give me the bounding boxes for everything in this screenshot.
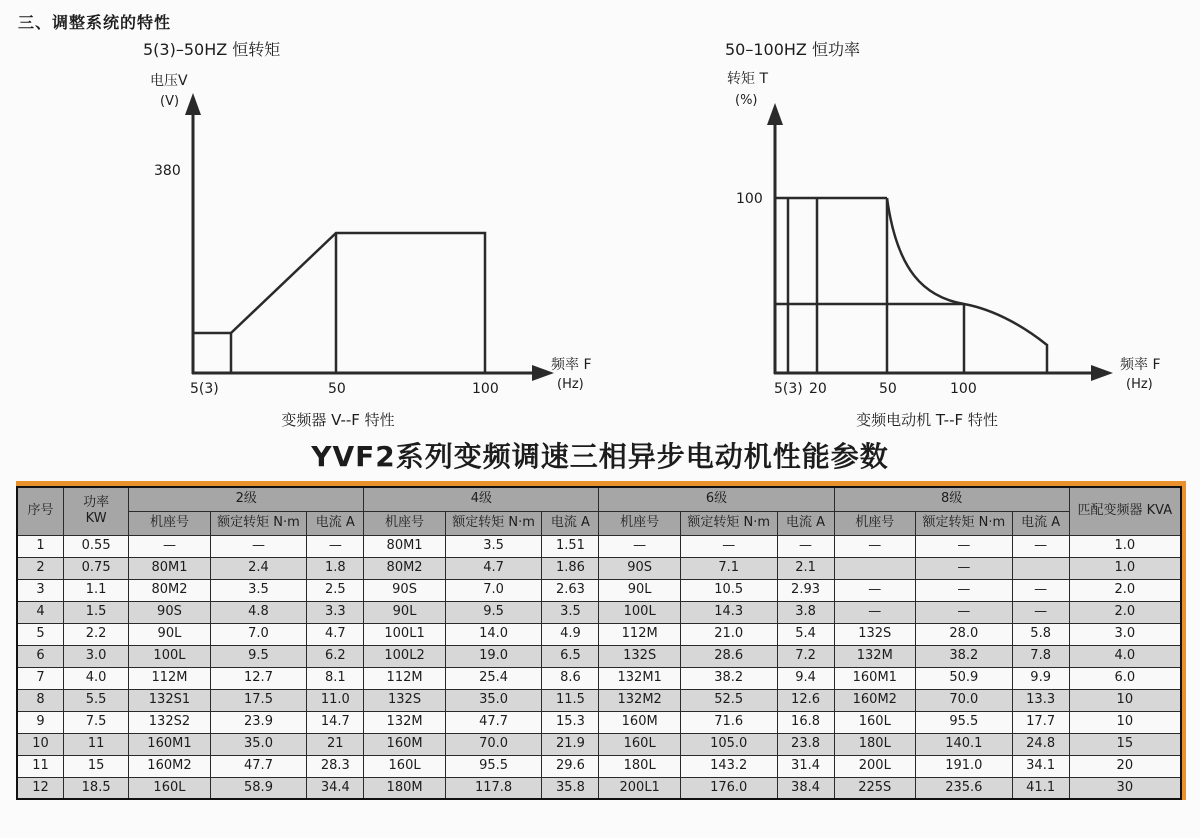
table-cell: 29.6 <box>542 755 599 777</box>
table-cell: 100L1 <box>364 623 445 645</box>
tf-x-tick-100: 100 <box>950 381 977 397</box>
table-cell: 132S2 <box>129 711 210 733</box>
table-row <box>17 733 1181 755</box>
table-cell: 160L <box>834 711 915 733</box>
table-cell: 90L <box>129 623 210 645</box>
table-cell: 2.2 <box>64 623 129 645</box>
table-cell: 0.55 <box>64 535 129 557</box>
table-cell: 17.5 <box>210 689 307 711</box>
table-cell: 12 <box>17 777 64 799</box>
table-cell: 112M <box>129 667 210 689</box>
tf-y-axis-unit: (%) <box>735 93 758 108</box>
chart-vf <box>108 33 600 429</box>
table-row <box>17 777 1181 799</box>
table-cell: 200L <box>834 755 915 777</box>
table-cell: 47.7 <box>445 711 542 733</box>
table-cell: 4.0 <box>64 667 129 689</box>
header-frame: 机座号 <box>129 511 210 535</box>
table-cell: 160M <box>599 711 680 733</box>
table-cell: 35.8 <box>542 777 599 799</box>
table-row <box>17 535 1181 557</box>
spec-table-wrap <box>16 481 1186 800</box>
table-cell: 41.1 <box>1012 777 1069 799</box>
table-cell: — <box>834 601 915 623</box>
table-cell: 90S <box>364 579 445 601</box>
header-frame: 机座号 <box>364 511 445 535</box>
vf-x-tick-100: 100 <box>472 381 499 397</box>
tf-x-axis-unit: (Hz) <box>1126 377 1153 392</box>
table-cell: 117.8 <box>445 777 542 799</box>
table-cell: 3.5 <box>542 601 599 623</box>
table-cell: 160M1 <box>129 733 210 755</box>
table-cell: 160L <box>364 755 445 777</box>
table-cell: 132M <box>834 645 915 667</box>
table-cell: 112M <box>599 623 680 645</box>
vf-y-axis-arrow-icon <box>185 93 201 115</box>
table-cell: 2 <box>17 557 64 579</box>
table-cell: 12.7 <box>210 667 307 689</box>
header-group-2pole: 2级 <box>129 487 364 511</box>
tf-chart-heading: 50–100HZ 恒功率 <box>725 40 860 59</box>
table-cell: 225S <box>834 777 915 799</box>
table-cell: 180L <box>599 755 680 777</box>
table-cell: 2.1 <box>777 557 834 579</box>
table-cell: 160M <box>364 733 445 755</box>
vf-x-axis-label: 频率 F <box>551 357 592 373</box>
table-row <box>17 667 1181 689</box>
table-cell: 1.1 <box>64 579 129 601</box>
table-cell: — <box>1012 579 1069 601</box>
table-cell: 160L <box>129 777 210 799</box>
table-cell: 7.1 <box>680 557 777 579</box>
table-cell: 80M2 <box>364 557 445 579</box>
table-cell: 9.5 <box>445 601 542 623</box>
table-row <box>17 711 1181 733</box>
table-title: YVF2系列变频调速三相异步电动机性能参数 <box>311 440 889 473</box>
table-row <box>17 645 1181 667</box>
table-cell: 132S <box>834 623 915 645</box>
table-cell: 143.2 <box>680 755 777 777</box>
tf-y-axis-arrow-icon <box>767 103 783 125</box>
header-current: 电流 A <box>777 511 834 535</box>
table-cell: 10 <box>1069 711 1181 733</box>
table-cell: 10 <box>17 733 64 755</box>
vf-caption: 变频器 V--F 特性 <box>281 411 395 429</box>
table-cell: — <box>599 535 680 557</box>
table-cell: 1.8 <box>307 557 364 579</box>
table-cell: 132M2 <box>599 689 680 711</box>
header-frame: 机座号 <box>834 511 915 535</box>
table-cell: 95.5 <box>445 755 542 777</box>
table-cell: 7.2 <box>777 645 834 667</box>
table-cell <box>1012 557 1069 579</box>
table-cell: — <box>777 535 834 557</box>
table-cell: 100L <box>599 601 680 623</box>
table-cell: 58.9 <box>210 777 307 799</box>
table-cell: 31.4 <box>777 755 834 777</box>
vf-x-tick-5: 5(3) <box>190 381 219 397</box>
table-cell: 160M2 <box>129 755 210 777</box>
spec-table <box>16 486 1182 800</box>
header-current: 电流 A <box>1012 511 1069 535</box>
table-cell: 50.9 <box>916 667 1013 689</box>
table-cell: 90S <box>599 557 680 579</box>
table-cell: 14.7 <box>307 711 364 733</box>
table-cell: 10 <box>1069 689 1181 711</box>
table-cell: 2.93 <box>777 579 834 601</box>
table-cell: 10.5 <box>680 579 777 601</box>
table-cell: 18.5 <box>64 777 129 799</box>
table-cell: 180M <box>364 777 445 799</box>
table-cell: 100L2 <box>364 645 445 667</box>
header-group-8pole: 8级 <box>834 487 1069 511</box>
table-cell: 95.5 <box>916 711 1013 733</box>
table-cell: 100L <box>129 645 210 667</box>
table-cell: 1.0 <box>1069 557 1181 579</box>
table-cell: 30 <box>1069 777 1181 799</box>
vf-y-axis-unit: (V) <box>160 94 180 109</box>
table-cell: 14.3 <box>680 601 777 623</box>
table-cell: — <box>916 557 1013 579</box>
table-cell: — <box>680 535 777 557</box>
table-cell: 4.7 <box>445 557 542 579</box>
table-cell: 4.9 <box>542 623 599 645</box>
table-cell: 5.8 <box>1012 623 1069 645</box>
table-cell: 28.3 <box>307 755 364 777</box>
table-cell: 160M1 <box>834 667 915 689</box>
table-cell: 80M1 <box>364 535 445 557</box>
table-cell: 132S <box>599 645 680 667</box>
table-cell: 70.0 <box>916 689 1013 711</box>
table-cell: 13.3 <box>1012 689 1069 711</box>
tf-x-axis-label: 频率 F <box>1120 357 1161 373</box>
table-cell: 34.4 <box>307 777 364 799</box>
table-cell <box>834 557 915 579</box>
table-cell: 17.7 <box>1012 711 1069 733</box>
vf-diagram <box>108 33 600 429</box>
table-cell: 19.0 <box>445 645 542 667</box>
table-cell: 21.9 <box>542 733 599 755</box>
table-cell: 6 <box>17 645 64 667</box>
table-cell: 6.0 <box>1069 667 1181 689</box>
table-cell: 3.5 <box>445 535 542 557</box>
table-cell: — <box>210 535 307 557</box>
table-row <box>17 689 1181 711</box>
table-cell: 160L <box>599 733 680 755</box>
table-cell: — <box>129 535 210 557</box>
table-cell: — <box>1012 601 1069 623</box>
table-cell: 21 <box>307 733 364 755</box>
table-cell: 7.5 <box>64 711 129 733</box>
table-cell: 1.86 <box>542 557 599 579</box>
table-row <box>17 557 1181 579</box>
header-power-line2: KW <box>85 511 107 527</box>
table-cell: — <box>916 535 1013 557</box>
table-cell: 132S1 <box>129 689 210 711</box>
table-cell: 3.0 <box>64 645 129 667</box>
table-cell: 3 <box>17 579 64 601</box>
table-cell: 16.8 <box>777 711 834 733</box>
table-cell: 8.1 <box>307 667 364 689</box>
table-cell: 2.0 <box>1069 601 1181 623</box>
table-row <box>17 623 1181 645</box>
table-cell: 7.8 <box>1012 645 1069 667</box>
table-cell: 14.0 <box>445 623 542 645</box>
table-cell: 11 <box>17 755 64 777</box>
vf-y-axis-label: 电压V <box>150 73 188 89</box>
table-cell: — <box>307 535 364 557</box>
table-cell: 23.8 <box>777 733 834 755</box>
chart-tf <box>692 33 1184 429</box>
table-cell: 90L <box>599 579 680 601</box>
page-title: 三、调整系统的特性 <box>18 13 172 32</box>
table-cell: 70.0 <box>445 733 542 755</box>
table-cell: 80M1 <box>129 557 210 579</box>
table-cell: 7.0 <box>445 579 542 601</box>
table-cell: 9.9 <box>1012 667 1069 689</box>
tf-y-tick-100: 100 <box>736 191 763 207</box>
table-cell: 11.0 <box>307 689 364 711</box>
table-cell: 105.0 <box>680 733 777 755</box>
table-cell: 235.6 <box>916 777 1013 799</box>
table-cell: 9.4 <box>777 667 834 689</box>
table-cell: — <box>1012 535 1069 557</box>
table-cell: 90S <box>129 601 210 623</box>
vf-x-tick-50: 50 <box>328 381 346 397</box>
table-cell: 15 <box>1069 733 1181 755</box>
table-cell: — <box>834 535 915 557</box>
table-cell: 7 <box>17 667 64 689</box>
table-cell: 5.4 <box>777 623 834 645</box>
table-cell: 1.5 <box>64 601 129 623</box>
header-group-4pole: 4级 <box>364 487 599 511</box>
table-cell: — <box>916 579 1013 601</box>
table-cell: 5.5 <box>64 689 129 711</box>
vf-curve-ramp-plateau <box>231 233 485 373</box>
table-cell: 3.8 <box>777 601 834 623</box>
table-cell: 25.4 <box>445 667 542 689</box>
table-cell: 2.0 <box>1069 579 1181 601</box>
table-cell: 1 <box>17 535 64 557</box>
header-torque: 额定转矩 N·m <box>680 511 777 535</box>
table-cell: 8.6 <box>542 667 599 689</box>
tf-caption: 变频电动机 T--F 特性 <box>856 411 998 429</box>
header-current: 电流 A <box>542 511 599 535</box>
table-cell: 180L <box>834 733 915 755</box>
tf-x-axis-arrow-icon <box>1091 365 1113 381</box>
header-torque: 额定转矩 N·m <box>210 511 307 535</box>
table-cell: 200L1 <box>599 777 680 799</box>
tf-power-curve <box>887 198 1047 373</box>
table-cell: 4.7 <box>307 623 364 645</box>
table-cell: 21.0 <box>680 623 777 645</box>
header-power-line1: 功率 <box>83 495 110 510</box>
table-cell: 176.0 <box>680 777 777 799</box>
table-cell: 3.0 <box>1069 623 1181 645</box>
table-cell: 15.3 <box>542 711 599 733</box>
table-cell: 191.0 <box>916 755 1013 777</box>
table-cell: 24.8 <box>1012 733 1069 755</box>
table-cell: 71.6 <box>680 711 777 733</box>
table-cell: 3.5 <box>210 579 307 601</box>
table-cell: 132S <box>364 689 445 711</box>
table-cell: 0.75 <box>64 557 129 579</box>
header-torque: 额定转矩 N·m <box>916 511 1013 535</box>
table-cell: 38.4 <box>777 777 834 799</box>
table-cell: 9.5 <box>210 645 307 667</box>
header-torque: 额定转矩 N·m <box>445 511 542 535</box>
vf-x-axis-unit: (Hz) <box>557 377 584 392</box>
table-row <box>17 755 1181 777</box>
table-cell: 1.0 <box>1069 535 1181 557</box>
tf-x-tick-50: 50 <box>879 381 897 397</box>
table-row <box>17 601 1181 623</box>
table-body <box>17 535 1181 799</box>
table-cell: 132M1 <box>599 667 680 689</box>
header-current: 电流 A <box>307 511 364 535</box>
table-cell: 5 <box>17 623 64 645</box>
vf-y-tick-380: 380 <box>154 163 181 179</box>
tf-x-tick-5: 5(3) <box>774 381 803 397</box>
table-cell: — <box>834 579 915 601</box>
table-cell: 9 <box>17 711 64 733</box>
table-header <box>17 487 1181 535</box>
table-cell: 28.0 <box>916 623 1013 645</box>
table-cell: 7.0 <box>210 623 307 645</box>
table-cell: 15 <box>64 755 129 777</box>
table-cell: 20 <box>1069 755 1181 777</box>
table-cell: 160M2 <box>834 689 915 711</box>
table-cell: 28.6 <box>680 645 777 667</box>
table-cell: — <box>916 601 1013 623</box>
table-cell: 38.2 <box>916 645 1013 667</box>
table-cell: 2.4 <box>210 557 307 579</box>
table-cell: 6.5 <box>542 645 599 667</box>
vf-curve-low-step <box>193 333 231 373</box>
table-cell: 35.0 <box>210 733 307 755</box>
header-kva: 匹配变频器 KVA <box>1069 487 1181 535</box>
table-cell: 1.51 <box>542 535 599 557</box>
header-frame: 机座号 <box>599 511 680 535</box>
table-cell: 112M <box>364 667 445 689</box>
table-cell: 11 <box>64 733 129 755</box>
table-cell: 47.7 <box>210 755 307 777</box>
table-cell: 8 <box>17 689 64 711</box>
table-cell: 2.5 <box>307 579 364 601</box>
header-group-6pole: 6级 <box>599 487 834 511</box>
table-cell: 3.3 <box>307 601 364 623</box>
table-cell: 140.1 <box>916 733 1013 755</box>
table-cell: 4 <box>17 601 64 623</box>
table-cell: 2.63 <box>542 579 599 601</box>
header-power <box>64 487 129 535</box>
table-cell: 132M <box>364 711 445 733</box>
charts-row <box>108 33 1200 431</box>
table-cell: 80M2 <box>129 579 210 601</box>
table-cell: 12.6 <box>777 689 834 711</box>
tf-x-tick-20: 20 <box>809 381 827 397</box>
vf-chart-heading: 5(3)–50HZ 恒转矩 <box>143 40 281 59</box>
table-cell: 23.9 <box>210 711 307 733</box>
tf-diagram <box>692 33 1184 429</box>
table-cell: 38.2 <box>680 667 777 689</box>
header-seq: 序号 <box>17 487 64 535</box>
table-cell: 52.5 <box>680 689 777 711</box>
table-cell: 11.5 <box>542 689 599 711</box>
tf-y-axis-label: 转矩 T <box>727 71 769 87</box>
table-cell: 90L <box>364 601 445 623</box>
table-cell: 6.2 <box>307 645 364 667</box>
table-row <box>17 579 1181 601</box>
table-cell: 35.0 <box>445 689 542 711</box>
table-cell: 4.8 <box>210 601 307 623</box>
table-cell: 4.0 <box>1069 645 1181 667</box>
table-cell: 34.1 <box>1012 755 1069 777</box>
